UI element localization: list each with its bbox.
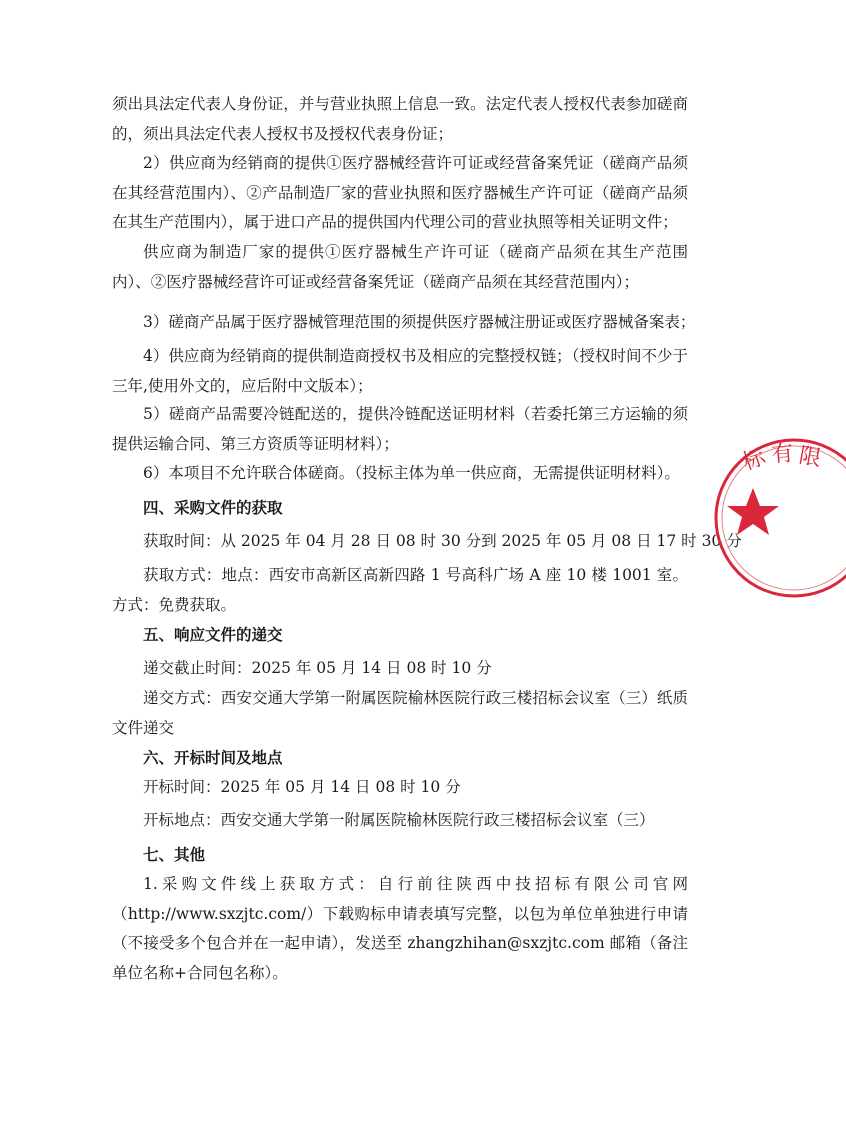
seal-text-fragment: 限	[796, 443, 823, 472]
submission-method: 递交方式：西安交通大学第一附属医院榆林医院行政三楼招标会议室（三）纸质文件递交	[112, 689, 688, 737]
acquisition-time: 获取时间：从 2025 年 04 月 28 日 08 时 30 分到 2025 年 05 月 08 日 17 时 30 分	[143, 532, 742, 550]
seal-text-fragment: 有	[770, 441, 795, 468]
paragraph-cold-chain: 5）磋商产品需要冷链配送的，提供冷链配送证明材料（若委托第三方运输的须提供运输合同、第三方资质等证明材料）；	[112, 405, 688, 453]
paragraph-manufacturer-docs: 供应商为制造厂家的提供①医疗器械生产许可证（磋商产品须在其生产范围内）、②医疗器械经营许可证或经营备案凭证（磋商产品须在其经营范围内）；	[112, 243, 688, 291]
company-seal	[706, 430, 846, 600]
paragraph-legal-rep: 须出具法定代表人身份证，并与营业执照上信息一致。法定代表人授权代表参加磋商的，须出具法定代表人授权书及授权代表身份证；	[112, 95, 688, 143]
section-heading-submission: 五、响应文件的递交	[143, 625, 283, 644]
opening-time: 开标时间：2025 年 05 月 14 日 08 时 10 分	[143, 778, 461, 796]
submission-deadline: 递交截止时间：2025 年 05 月 14 日 08 时 10 分	[143, 659, 492, 677]
paragraph-registration: 3）磋商产品属于医疗器械管理范围的须提供医疗器械注册证或医疗器械备案表；	[143, 313, 696, 331]
paragraph-authorization: 4）供应商为经销商的提供制造商授权书及相应的完整授权链；（授权时间不少于三年,使用外文的，应后附中文版本）；	[112, 347, 688, 395]
section-heading-opening: 六、开标时间及地点	[143, 748, 283, 767]
paragraph-consortium: 6）本项目不允许联合体磋商。（投标主体为单一供应商，无需提供证明材料）。	[143, 464, 680, 482]
acquisition-method: 获取方式：地点：西安市高新区高新四路 1 号高科广场 A 座 10 楼 1001 室。方式：免费获取。	[112, 566, 688, 614]
seal-text-fragment: 标	[739, 444, 769, 476]
paragraph-distributor-docs: 2）供应商为经销商的提供①医疗器械经营许可证或经营备案凭证（磋商产品须在其经营范围内）、②产品制造厂家的营业执照和医疗器械生产许可证（磋商产品须在其生产范围内），属于进口产品的提供国内代理公司的营业执照等相关证明文件；	[112, 154, 688, 231]
online-acquisition-note: 1.采购文件线上获取方式：自行前往陕西中技招标有限公司官网（http://www.sxzjtc.com/）下载购标申请表填写完整，以包为单位单独进行申请（不接受多个包合并在一起申请），发送至 zhangzhihan@sxzjtc.com 邮箱（备注单位名称+合同包名称）。	[112, 875, 688, 982]
seal-star-icon	[727, 488, 779, 535]
section-heading-acquisition: 四、采购文件的获取	[143, 498, 283, 517]
section-heading-other: 七、其他	[143, 845, 206, 864]
opening-place: 开标地点：西安交通大学第一附属医院榆林医院行政三楼招标会议室（三）	[143, 811, 655, 829]
seal-inner-ring	[722, 446, 846, 590]
